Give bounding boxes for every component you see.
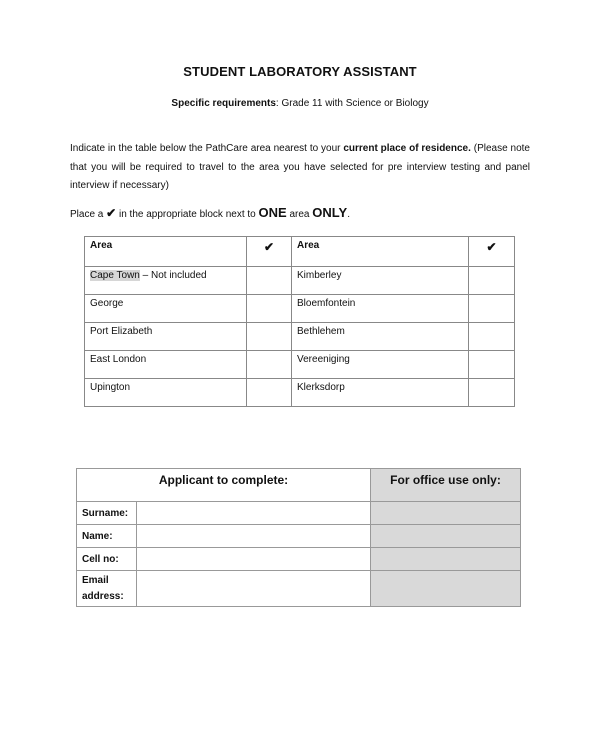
page-title: STUDENT LABORATORY ASSISTANT: [183, 64, 417, 79]
table-row: [85, 295, 515, 323]
check-cell[interactable]: [247, 295, 292, 323]
check-header-left: ✔: [247, 237, 292, 267]
email-field[interactable]: [137, 571, 371, 607]
cell-field[interactable]: [137, 548, 371, 571]
area-cell-right: Vereeniging: [292, 351, 469, 379]
table-row: [85, 379, 515, 407]
email-label: [77, 571, 137, 607]
office-header: For office use only:: [371, 469, 521, 502]
requirements-line: [0, 98, 600, 109]
place-end: .: [347, 209, 350, 220]
area-cell-right: Bethlehem: [292, 323, 469, 351]
requirements-value: : Grade 11 with Science or Biology: [275, 98, 429, 109]
area-cell-left: Port Elizabeth: [85, 323, 247, 351]
check-cell[interactable]: [247, 379, 292, 407]
area-highlight: Cape Town: [90, 270, 140, 281]
place-one: ONE: [258, 205, 287, 220]
instruction-paragraph: [70, 140, 530, 196]
instruction-bold: current place of residence.: [343, 143, 471, 154]
area-cell-right: Kimberley: [292, 267, 469, 295]
email-label-line1: Email: [82, 574, 109, 586]
table-row: [77, 525, 521, 548]
area-header-left: Area: [85, 237, 247, 267]
checkmark-icon: ✔: [106, 206, 117, 220]
place-area: area: [286, 209, 313, 220]
area-cell-right: Klerksdorp: [292, 379, 469, 407]
check-cell[interactable]: [469, 323, 515, 351]
applicant-table: [76, 468, 521, 607]
check-cell[interactable]: [247, 323, 292, 351]
applicant-table-header: [77, 469, 521, 502]
office-cell: [371, 571, 521, 607]
place-only: ONLY: [312, 205, 348, 220]
area-cell-left: [85, 267, 247, 295]
surname-label: Surname:: [77, 502, 137, 525]
table-row: [85, 351, 515, 379]
check-cell[interactable]: [247, 267, 292, 295]
requirements-label: Specific requirements: [171, 98, 276, 109]
cell-label: Cell no:: [77, 548, 137, 571]
office-cell: [371, 548, 521, 571]
area-note: – Not included: [139, 270, 207, 281]
office-cell: [371, 525, 521, 548]
area-table-header: [85, 237, 515, 267]
table-row: [77, 502, 521, 525]
applicant-header: Applicant to complete:: [77, 469, 371, 502]
check-cell[interactable]: [469, 295, 515, 323]
check-cell[interactable]: [469, 351, 515, 379]
table-row: [77, 571, 521, 607]
instruction-text-1: Indicate in the table below the PathCare area nearest to your: [70, 143, 344, 154]
name-label: Name:: [77, 525, 137, 548]
table-row: [85, 267, 515, 295]
name-field[interactable]: [137, 525, 371, 548]
email-label-line2: address:: [82, 590, 124, 602]
area-table: [84, 236, 515, 407]
instruction-text-2: (Please note that you will be required to travel to the area you have selected for pre interview testing and panel interview if necessary): [70, 143, 530, 191]
table-row: [85, 323, 515, 351]
area-cell-left: Upington: [85, 379, 247, 407]
area-cell-left: George: [85, 295, 247, 323]
check-header-right: ✔: [469, 237, 515, 267]
table-row: [77, 548, 521, 571]
area-cell-right: Bloemfontein: [292, 295, 469, 323]
place-instruction: [70, 205, 350, 220]
check-cell[interactable]: [247, 351, 292, 379]
area-header-right: Area: [292, 237, 469, 267]
check-cell[interactable]: [469, 379, 515, 407]
check-cell[interactable]: [469, 267, 515, 295]
surname-field[interactable]: [137, 502, 371, 525]
area-cell-left: East London: [85, 351, 247, 379]
place-mid: in the appropriate block next to: [116, 209, 259, 220]
office-cell: [371, 502, 521, 525]
place-prefix: Place a: [70, 209, 107, 220]
